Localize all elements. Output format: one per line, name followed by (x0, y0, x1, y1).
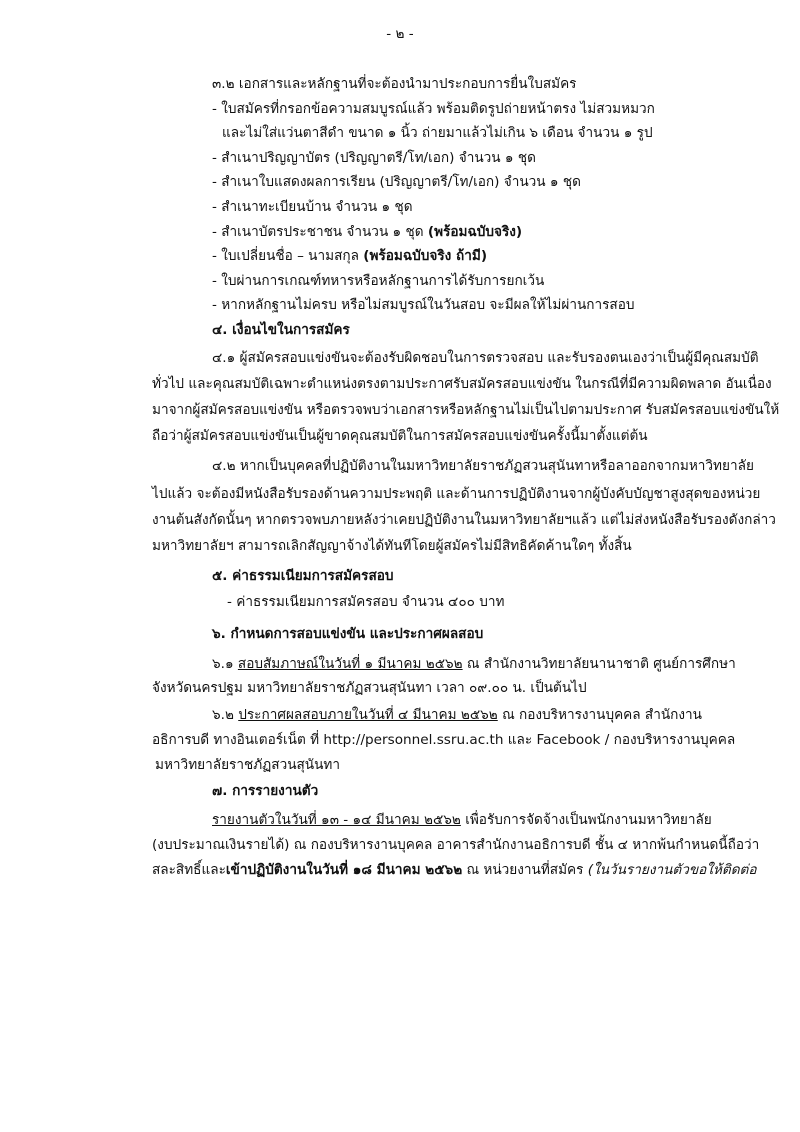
s7-line2: (งบประมาณเงินรายได้) ณ กองบริหารงานบุคคล อาคารสำนักงานอธิการบดี ชั้น ๔ หากพ้นกำหนดนี้ถือว่า (152, 837, 760, 853)
s4-p1-line4: ถือว่าผู้สมัครสอบแข่งขันเป็นผู้ขาดคุณสมบัติในการสมัครสอบแข่งขันครั้งนี้มาตั้งแต่ต้น (152, 428, 648, 444)
page-number: - ๒ - (386, 26, 414, 42)
doc-item-house-registration: - สำเนาทะเบียนบ้าน จำนวน ๑ ชุด (212, 199, 413, 215)
doc-item-degree: - สำเนาปริญญาบัตร (ปริญญาตรี/โท/เอก) จำนวน ๑ ชุด (212, 150, 536, 166)
s6-p2-line1: ๖.๒ ประกาศผลสอบภายในวันที่ ๔ มีนาคม ๒๕๖๒ ณ กองบริหารงานบุคคล สำนักงาน (212, 707, 702, 723)
s7-line1: รายงานตัวในวันที่ ๑๓ - ๑๔ มีนาคม ๒๕๖๒ เพื่อรับการจัดจ้างเป็นพนักงานมหาวิทยาลัย (212, 812, 712, 828)
doc-item-incomplete-note: - หากหลักฐานไม่ครบ หรือไม่สมบูรณ์ในวันสอบ จะมีผลให้ไม่ผ่านการสอบ (212, 297, 635, 313)
s4-p2-line3: งานต้นสังกัดนั้นๆ หากตรวจพบภายหลังว่าเคยปฏิบัติงานในมหาวิทยาลัยฯแล้ว แต่ไม่ส่งหนังสือรับรองดังกล่าว (152, 512, 776, 528)
s4-p2-line1: ๔.๒ หากเป็นบุคคลที่ปฏิบัติงานในมหาวิทยาลัยราชภัฏสวนสุนันทาหรือลาออกจากมหาวิทยาลัย (212, 458, 754, 474)
s4-p2-line4: มหาวิทยาลัยฯ สามารถเลิกสัญญาจ้างได้ทันทีโดยผู้สมัครไม่มีสิทธิคัดค้านใดๆ ทั้งสิ้น (152, 538, 632, 554)
section-4-heading: ๔. เงื่อนไขในการสมัคร (212, 322, 350, 338)
doc-item-military: - ใบผ่านการเกณฑ์ทหารหรือหลักฐานการได้รับการยกเว้น (212, 273, 545, 289)
section-3-2-heading: ๓.๒ เอกสารและหลักฐานที่จะต้องนำมาประกอบการยื่นใบสมัคร (212, 76, 577, 92)
s4-p1-line2: ทั่วไป และคุณสมบัติเฉพาะตำแหน่งตรงตามประกาศรับสมัครสอบแข่งขัน ในกรณีที่มีความผิดพลาด อันเนื่อง (152, 376, 772, 392)
doc-item-application-form: - ใบสมัครที่กรอกข้อความสมบูรณ์แล้ว พร้อมติดรูปถ่ายหน้าตรง ไม่สวมหมวก (212, 101, 655, 117)
doc-item-name-change: - ใบเปลี่ยนชื่อ – นามสกุล (พร้อมฉบับจริง ถ้ามี) (212, 248, 488, 264)
section-6-heading: ๖. กำหนดการสอบแข่งขัน และประกาศผลสอบ (212, 626, 484, 642)
s4-p2-line2: ไปแล้ว จะต้องมีหนังสือรับรองด้านความประพฤติ และด้านการปฏิบัติงานจากผู้บังคับบัญชาสูงสุดของหน่วย (152, 486, 761, 502)
s4-p1-line1: ๔.๑ ผู้สมัครสอบแข่งขันจะต้องรับผิดชอบในการตรวจสอบ และรับรองตนเองว่าเป็นผู้มีคุณสมบัติ (212, 350, 759, 366)
s6-p1-line1: ๖.๑ สอบสัมภาษณ์ในวันที่ ๑ มีนาคม ๒๕๖๒ ณ สำนักงานวิทยาลัยนานาชาติ ศูนย์การศึกษา (212, 656, 736, 672)
doc-item-application-form-cont: และไม่ใส่แว่นตาสีดำ ขนาด ๑ นิ้ว ถ่ายมาแล้วไม่เกิน ๖ เดือน จำนวน ๑ รูป (222, 125, 653, 141)
section-5-heading: ๕. ค่าธรรมเนียมการสมัครสอบ (212, 568, 394, 584)
fee-item: - ค่าธรรมเนียมการสมัครสอบ จำนวน ๔๐๐ บาท (227, 594, 505, 610)
doc-item-transcript: - สำเนาใบแสดงผลการเรียน (ปริญญาตรี/โท/เอก) จำนวน ๑ ชุด (212, 174, 581, 190)
s6-p2-line2: อธิการบดี ทางอินเตอร์เน็ต ที่ http://personnel.ssru.ac.th และ Facebook / กองบริหารงานบุคคล (152, 732, 736, 748)
s4-p1-line3: มาจากผู้สมัครสอบแข่งขัน หรือตรวจพบว่าเอกสารหรือหลักฐานไม่เป็นไปตามประกาศ รับสมัครสอบแข่งขันให้ (152, 402, 780, 418)
s6-p2-line3: มหาวิทยาลัยราชภัฏสวนสุนันทา (155, 757, 340, 773)
s6-p1-line2: จังหวัดนครปฐม มหาวิทยาลัยราชภัฏสวนสุนันทา เวลา ๐๙.๐๐ น. เป็นต้นไป (152, 680, 587, 696)
doc-item-id-card: - สำเนาบัตรประชาชน จำนวน ๑ ชุด (พร้อมฉบับจริง) (212, 224, 523, 240)
s7-line3: สละสิทธิ์และเข้าปฏิบัติงานในวันที่ ๑๘ มีนาคม ๒๕๖๒ ณ หน่วยงานที่สมัคร (ในวันรายงานตัวขอให้ติดต่อ (152, 862, 757, 878)
section-7-heading: ๗. การรายงานตัว (212, 783, 319, 799)
